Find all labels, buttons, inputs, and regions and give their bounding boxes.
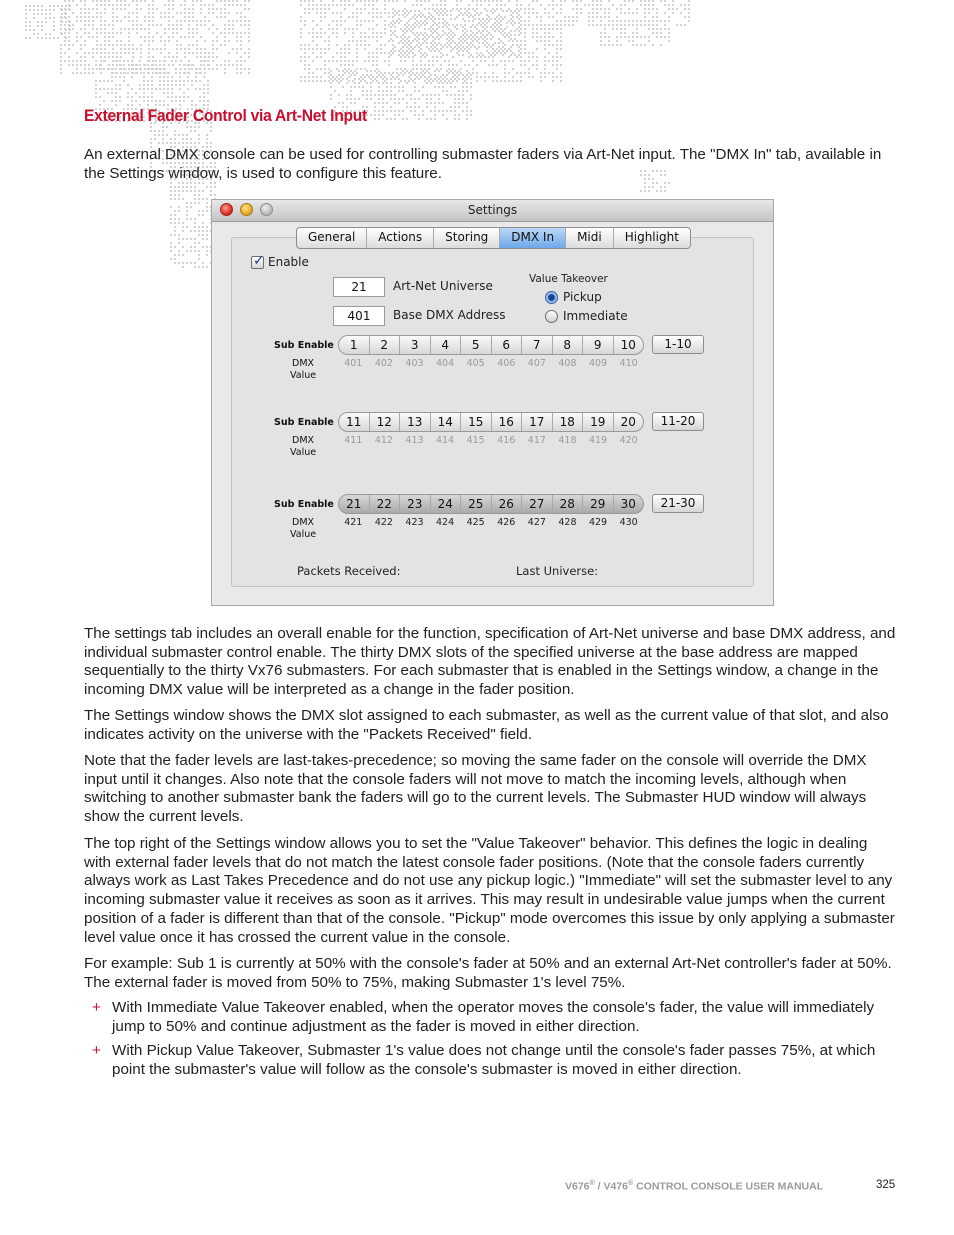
sub-enable-toggle-20[interactable]: 20 — [620, 415, 636, 429]
dmx-slot-value: 427 — [527, 517, 546, 528]
sub-enable-toggle-29[interactable]: 29 — [583, 495, 614, 513]
pickup-label: Pickup — [563, 290, 602, 304]
sub-enable-toggle-12[interactable]: 12 — [370, 413, 401, 431]
checkmark-icon: ✓ — [253, 253, 265, 269]
dmx-value-label: DMX Value — [290, 358, 317, 381]
window-title: Settings — [467, 203, 518, 217]
tab-dmx-in[interactable]: DMX In — [500, 228, 566, 248]
dmx-slot-value: 425 — [466, 517, 485, 528]
universe-input[interactable]: 21 — [333, 277, 385, 297]
dmx-slot-value: 426 — [497, 517, 516, 528]
sub-enable-toggle-9[interactable]: 9 — [583, 336, 614, 354]
dmx-slot-value: 417 — [527, 435, 546, 446]
dmx-slot-value: 414 — [436, 435, 455, 446]
base-address-label: Base DMX Address — [393, 308, 506, 322]
dmx-slot-value: 429 — [588, 517, 608, 528]
sub-enable-segment-21-30 — [338, 494, 644, 514]
sub-enable-toggle-10[interactable]: 10 — [620, 338, 636, 352]
sub-enable-toggle-24[interactable]: 24 — [431, 495, 462, 513]
sub-enable-toggle-4[interactable]: 4 — [431, 336, 462, 354]
dmx-slot-value: 424 — [436, 517, 455, 528]
dmx-value-label: DMX Value — [290, 435, 317, 458]
body-paragraph: The Settings window shows the DMX slot assigned to each submaster, as well as the current value of that slot, and also indicates activity on the universe with the "Packets Received" field. — [84, 707, 889, 743]
sub-enable-toggle-26[interactable]: 26 — [492, 495, 523, 513]
sub-enable-toggle-27[interactable]: 27 — [522, 495, 553, 513]
bullet-text: With Immediate Value Takeover enabled, when the operator moves the console's fader, the value will immediately jump to 50% and continue adjustment as the fader is moved in either direction. — [112, 999, 875, 1035]
last-universe-label: Last Universe: — [516, 564, 599, 578]
dmx-slot-value: 422 — [374, 517, 393, 528]
dmx-slot-value: 430 — [619, 517, 638, 528]
sub-enable-toggle-28[interactable]: 28 — [553, 495, 584, 513]
sub-enable-toggle-11[interactable]: 11 — [339, 413, 370, 431]
dmx-slot-value: 408 — [558, 358, 577, 369]
sub-enable-toggle-18[interactable]: 18 — [553, 413, 584, 431]
body-paragraph: The settings tab includes an overall enable for the function, specification of Art-Net universe and base DMX address, and individual submaster control enable. The thirty DMX slots of the specified universe at the base address are mapped sequentially to the thirty Vx76 submasters. For each submaster that is enabled in the Settings window, a change in the incoming DMX value will be interpreted as a change in the fader position. — [84, 625, 896, 699]
section-heading: External Fader Control via Art-Net Input — [84, 106, 367, 125]
base-address-input[interactable]: 401 — [333, 306, 385, 326]
pickup-radio[interactable] — [545, 291, 558, 304]
page-number: 325 — [876, 1179, 896, 1191]
sub-enable-toggle-14[interactable]: 14 — [431, 413, 462, 431]
sub-enable-label: Sub Enable — [274, 499, 334, 510]
body-paragraph: The top right of the Settings window allows you to set the "Value Takeover" behavior. This defines the logic in dealing with external fader levels that do not match the latest console fader positions. (Note that the console faders currently always work as Last Takes Precedence and do not use any pickup logic.) "Immediate" will set the submaster level to any incoming submaster value it receives as soon as it arrives. This may result in undesirable value jumps when the current position of a fader is different than that of the console. "Pickup" mode overcomes this issue by only applying a submaster level value once it has crossed the current value in the console. — [84, 835, 895, 946]
intro-paragraph: An external DMX console can be used for controlling submaster faders via Art-Net input. The "DMX In" tab, available in the Settings window, is used to configure this feature. — [84, 146, 882, 182]
dmx-slot-value: 418 — [558, 435, 577, 446]
sub-enable-toggle-13[interactable]: 13 — [400, 413, 431, 431]
tab-actions[interactable]: Actions — [367, 228, 434, 248]
dmx-slot-value: 413 — [405, 435, 424, 446]
dmx-values-21-30 — [338, 517, 644, 528]
dmx-slot-value: 407 — [527, 358, 546, 369]
value-takeover-label: Value Takeover — [529, 273, 608, 285]
sub-enable-toggle-15[interactable]: 15 — [461, 413, 492, 431]
dmx-slot-value: 401 — [344, 358, 363, 369]
dmx-values-11-20 — [338, 435, 644, 446]
sub-enable-label: Sub Enable — [274, 340, 334, 351]
packets-received-label: Packets Received: — [297, 564, 401, 578]
body-paragraph: Note that the fader levels are last-takes-precedence; so moving the same fader on the console will override the DMX input until it changes. Also note that the console faders will not move to match the incoming levels, although when switching to another submaster bank the faders will go to the current levels. The Submaster HUD window will always show the current levels. — [84, 752, 867, 826]
dmx-slot-value: 411 — [344, 435, 363, 446]
dmx-slot-value: 410 — [619, 358, 638, 369]
dmx-slot-value: 404 — [436, 358, 455, 369]
dmx-slot-value: 419 — [588, 435, 608, 446]
dmx-slot-value: 406 — [497, 358, 516, 369]
range-button-21-30[interactable]: 21-30 — [652, 494, 704, 513]
sub-enable-toggle-19[interactable]: 19 — [583, 413, 614, 431]
dmx-slot-value: 416 — [497, 435, 516, 446]
dmx-slot-value: 420 — [619, 435, 638, 446]
tab-midi[interactable]: Midi — [566, 228, 614, 248]
sub-enable-toggle-22[interactable]: 22 — [370, 495, 401, 513]
bullet-text: With Pickup Value Takeover, Submaster 1's value does not change until the console's fader passes 75%, at which point the submaster's value will follow as the console's submaster is moved in either direction. — [112, 1042, 876, 1078]
footer-manual-title: V676® / V476® CONTROL CONSOLE USER MANUAL — [565, 1180, 824, 1193]
dmx-slot-value: 415 — [466, 435, 485, 446]
dmx-slot-value: 409 — [588, 358, 608, 369]
settings-tabs — [296, 227, 691, 249]
sub-enable-segment-1-10 — [338, 335, 644, 355]
dmx-slot-value: 428 — [558, 517, 577, 528]
dmx-values-1-10 — [338, 358, 644, 369]
dmx-in-panel — [231, 237, 754, 587]
sub-enable-toggle-6[interactable]: 6 — [492, 336, 523, 354]
sub-enable-toggle-30[interactable]: 30 — [620, 497, 636, 511]
window-titlebar — [212, 200, 773, 222]
list-item — [84, 999, 896, 1036]
sub-enable-toggle-5[interactable]: 5 — [461, 336, 492, 354]
settings-window — [211, 199, 774, 606]
dmx-slot-value: 412 — [374, 435, 393, 446]
sub-enable-toggle-2[interactable]: 2 — [370, 336, 401, 354]
dmx-value-label: DMX Value — [290, 517, 317, 540]
list-item — [84, 1042, 896, 1079]
sub-enable-toggle-3[interactable]: 3 — [400, 336, 431, 354]
enable-checkbox[interactable] — [251, 253, 265, 269]
tab-storing[interactable]: Storing — [434, 228, 500, 248]
sub-enable-label: Sub Enable — [274, 417, 334, 428]
immediate-radio[interactable] — [545, 310, 558, 323]
range-button-11-20[interactable]: 11-20 — [652, 412, 704, 431]
dmx-slot-value: 403 — [405, 358, 424, 369]
tab-highlight[interactable]: Highlight — [624, 230, 679, 244]
plus-bullet-icon: + — [92, 999, 101, 1016]
universe-label: Art-Net Universe — [393, 279, 493, 293]
plus-bullet-icon: + — [92, 1042, 101, 1059]
sub-enable-toggle-16[interactable]: 16 — [492, 413, 523, 431]
immediate-label: Immediate — [563, 309, 628, 323]
sub-enable-toggle-7[interactable]: 7 — [522, 336, 553, 354]
range-button-1-10[interactable]: 1-10 — [652, 335, 704, 354]
body-paragraph: For example: Sub 1 is currently at 50% with the console's fader at 50% and an external Art-Net controller's fader at 50%. The external fader is moved from 50% to 75%, making Submaster 1's level 75%. — [84, 955, 892, 991]
dmx-slot-value: 421 — [344, 517, 363, 528]
sub-enable-toggle-17[interactable]: 17 — [522, 413, 553, 431]
enable-label: Enable — [268, 255, 309, 269]
dmx-slot-value: 423 — [405, 517, 424, 528]
dmx-slot-value: 402 — [374, 358, 393, 369]
sub-enable-toggle-1[interactable]: 1 — [339, 336, 370, 354]
dmx-slot-value: 405 — [466, 358, 485, 369]
sub-enable-toggle-21[interactable]: 21 — [339, 495, 370, 513]
sub-enable-toggle-23[interactable]: 23 — [400, 495, 431, 513]
sub-enable-toggle-8[interactable]: 8 — [553, 336, 584, 354]
sub-enable-toggle-25[interactable]: 25 — [461, 495, 492, 513]
tab-general[interactable]: General — [297, 228, 367, 248]
sub-enable-segment-11-20 — [338, 412, 644, 432]
